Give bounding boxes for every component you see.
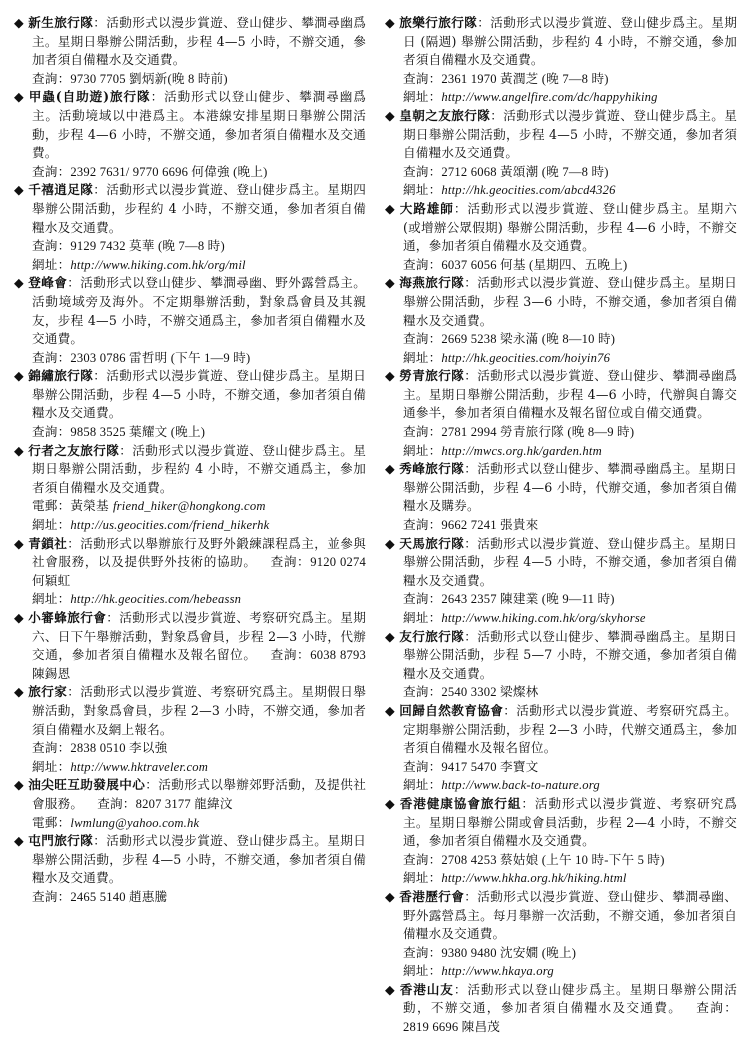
enquiry-value: 2669 5238 梁永滿 (晚 8—10 時) xyxy=(441,332,616,347)
enquiry-value: 9858 3525 葉耀文 (晚上) xyxy=(70,425,206,440)
url-label: 網址： xyxy=(403,870,442,886)
enquiry-value: 9730 7705 劉炳新(晚 8 時前) xyxy=(70,71,228,86)
url-link[interactable]: http://hk.geocities.com/abcd4326 xyxy=(441,183,616,198)
enquiry-line xyxy=(385,423,737,442)
url-link[interactable]: http://www.angelfire.com/dc/happyhiking xyxy=(441,90,658,105)
diamond-bullet-icon: ◆ xyxy=(385,702,395,718)
club-description: ：活動形式以漫步賞遊、登山健步爲主。星期日舉辦公開活動，步程約 4 小時，不辦交通爲主，參加者須自備糧水及交通費。 xyxy=(32,442,366,495)
club-description: ：活動形式以登山健步、攀澗尋幽爲主。星期日舉辦公開活動，步程 5—7 小時，不辦交通，參加者須自備糧水及交通費。 xyxy=(403,628,738,681)
club-entry xyxy=(14,367,366,423)
email-line xyxy=(14,814,366,833)
url-line xyxy=(14,590,366,609)
diamond-bullet-icon: ◆ xyxy=(14,777,24,793)
club-entry xyxy=(14,442,366,498)
enquiry-line xyxy=(385,70,737,89)
club-entry xyxy=(14,535,366,591)
enquiry-label: 查詢： xyxy=(270,647,311,663)
url-link[interactable]: http://hk.geocities.com/hebeassn xyxy=(70,592,242,607)
enquiry-value: 9417 5470 李寶文 xyxy=(441,759,539,774)
enquiry-label: 查詢： xyxy=(97,795,136,811)
url-line xyxy=(14,516,366,535)
enquiry-value: 2465 5140 趙惠騰 xyxy=(70,889,168,904)
club-name: 回歸自然教育協會 xyxy=(399,702,504,718)
diamond-bullet-icon: ◆ xyxy=(385,981,395,997)
enquiry-label: 查詢： xyxy=(403,517,442,533)
club-description: ：活動形式以漫步賞遊、考察研究爲主。定期舉辦公開活動，步程 2—3 小時，代辦交通爲主，參加者須自備糧水及報名留位。 xyxy=(403,702,737,756)
url-link[interactable]: http://www.hiking.com.hk/org/skyhorse xyxy=(441,611,646,625)
diamond-bullet-icon: ◆ xyxy=(14,89,24,105)
enquiry-line xyxy=(14,163,366,182)
enquiry-value: 6038 8793 陳錫恩 xyxy=(32,648,366,681)
diamond-bullet-icon: ◆ xyxy=(14,535,24,551)
enquiry-line xyxy=(385,516,737,535)
club-entry xyxy=(385,460,737,516)
url-link[interactable]: http://hk.geocities.com/hoiyin76 xyxy=(441,350,611,365)
club-description: ：活動形式以漫步賞遊、登山健步爲主。星期日 (隔週) 舉辦公開活動，步程約 4 小時，不辦交通，參加者須自備糧水及交通費。 xyxy=(403,15,738,68)
url-line xyxy=(385,88,737,107)
enquiry-value: 9129 7432 莫華 (晚 7—8 時) xyxy=(70,239,225,254)
club-description: ：活動形式以登山健步、攀澗尋幽、野外露營爲主。活動境域旁及海外。不定期舉辦活動，對象爲會員及其親友，步程 4—5 小時，不辦交通爲主，參加者須自備糧水及交通費。 xyxy=(32,275,366,347)
diamond-bullet-icon: ◆ xyxy=(385,461,395,477)
club-name: 錦繡旅行隊 xyxy=(28,368,94,384)
club-name: 友行旅行隊 xyxy=(399,628,465,644)
club-description: ：活動形式以漫步賞遊、登山健步、攀澗尋幽爲主。星期日舉辦公開活動，步程 4—5 小時，不辦交通，參加者須自備糧水及交通費。 xyxy=(32,15,367,68)
club-description: ：活動形式以漫步賞遊、登山健步爲主。星期日舉辦公開活動，步程 4—5 小時，不辦交通，參加者須自備糧水及交通費。 xyxy=(403,107,737,161)
enquiry-value: 2712 6068 黃頌潮 (晚 7—8 時) xyxy=(441,164,609,179)
diamond-bullet-icon: ◆ xyxy=(385,107,395,123)
diamond-bullet-icon: ◆ xyxy=(385,368,395,384)
club-entry xyxy=(385,14,737,70)
enquiry-label: 查詢： xyxy=(403,70,442,86)
enquiry-line xyxy=(385,163,737,182)
club-name: 小審蜂旅行會 xyxy=(28,610,107,625)
url-line xyxy=(14,256,366,275)
club-name: 油尖旺互助發展中心 xyxy=(28,777,146,793)
enquiry-label: 查詢： xyxy=(403,424,442,440)
club-name: 屯門旅行隊 xyxy=(28,833,94,849)
club-name: 新生旅行隊 xyxy=(28,15,94,30)
enquiry-line xyxy=(385,851,737,870)
url-line xyxy=(385,609,737,628)
diamond-bullet-icon: ◆ xyxy=(385,200,395,216)
column-right xyxy=(385,14,737,1037)
enquiry-label: 查詢： xyxy=(403,256,442,272)
club-entry xyxy=(14,832,366,888)
enquiry-value: 2361 1970 黃潤芝 (晚 7—8 時) xyxy=(441,71,609,86)
club-entry xyxy=(385,981,737,1037)
club-entry xyxy=(385,367,737,423)
diamond-bullet-icon: ◆ xyxy=(385,15,395,30)
email-label: 電郵： xyxy=(32,498,71,514)
enquiry-label: 查詢： xyxy=(32,238,71,254)
enquiry-line xyxy=(14,888,366,907)
club-description: ：活動形式以漫步賞遊、登山健步、攀澗尋幽爲主。星期日舉辦公開活動，步程 4—6 小時，代辦與自籌交通參半，參加者須自備糧水及報名留位或自備交通費。 xyxy=(403,368,738,421)
enquiry-line xyxy=(385,590,737,609)
enquiry-value: 2643 2357 陳建業 (晚 9—11 時) xyxy=(441,592,615,607)
enquiry-line xyxy=(385,330,737,349)
url-label: 網址： xyxy=(32,256,71,272)
enquiry-label: 查詢： xyxy=(403,758,442,774)
club-entry xyxy=(14,683,366,739)
club-entry xyxy=(385,200,737,256)
club-name: 勞青旅行隊 xyxy=(399,368,465,384)
enquiry-label: 查詢： xyxy=(403,684,442,700)
club-description: ：活動形式以漫步賞遊、考察研究爲主。星期六、日下午舉辦活動，對象爲會員，步程 2—3 小時，代辦交通，參加者須自備糧水及報名留位。 xyxy=(32,610,367,663)
club-name: 甲蟲(自助遊)旅行隊 xyxy=(28,89,151,105)
club-description: ：活動形式以漫步賞遊、登山健步爲主。星期四舉辦公開活動，步程約 4 小時，不辦交通，參加者須自備糧水及交通費。 xyxy=(32,182,367,235)
url-label: 網址： xyxy=(403,442,442,458)
club-description: ：活動形式以漫步賞遊、考察研究爲主。星期假日舉辦活動，對象爲會員，步程 2—3 小時，不辦交通，參加者須自備糧水及網上報名。 xyxy=(32,684,366,737)
url-link[interactable]: http://www.hkaya.org xyxy=(441,964,554,979)
enquiry-value: 2392 7631/ 9770 6696 何偉強 (晚上) xyxy=(70,164,268,179)
enquiry-line xyxy=(385,256,737,275)
club-description: ：活動形式以舉辦郊野活動，及提供社會服務。 xyxy=(32,777,366,811)
diamond-bullet-icon: ◆ xyxy=(14,275,24,291)
url-line xyxy=(385,442,737,461)
url-label: 網址： xyxy=(403,777,442,793)
club-description: ：活動形式以漫步賞遊、考察研究爲主。星期日舉辦公開或會員活動，步程 2—4 小時，不辦交通，參加者須自備糧水及交通費。 xyxy=(403,795,737,849)
url-link[interactable]: http://www.hiking.com.hk/org/mil xyxy=(70,257,246,272)
club-name: 青鎖社 xyxy=(28,535,68,551)
diamond-bullet-icon: ◆ xyxy=(14,368,24,384)
email-link[interactable]: lwmlung@yahoo.com.hk xyxy=(70,815,200,830)
club-name: 旅樂行旅行隊 xyxy=(399,15,478,30)
club-description: ：活動形式以漫步賞遊、登山健步爲主。星期日舉辦公開活動，步程 4—5 小時，不辦交通，參加者須自備糧水及交通費。 xyxy=(32,368,367,421)
enquiry-line xyxy=(14,70,366,89)
club-name: 行者之友旅行隊 xyxy=(28,442,120,458)
club-entry xyxy=(14,776,366,813)
url-link[interactable]: http://www.hktraveler.com xyxy=(70,759,209,774)
enquiry-value: 2819 6696 陳昌茂 xyxy=(403,1020,501,1035)
club-entry xyxy=(385,888,737,944)
club-name: 旅行家 xyxy=(28,684,68,700)
url-link[interactable]: http://mwcs.org.hk/garden.htm xyxy=(441,443,602,458)
url-label: 網址： xyxy=(403,610,442,625)
enquiry-label: 查詢： xyxy=(32,888,71,904)
enquiry-line xyxy=(385,758,737,777)
club-entry xyxy=(385,795,737,851)
diamond-bullet-icon: ◆ xyxy=(14,15,24,30)
enquiry-label: 查詢： xyxy=(403,944,442,960)
club-entry xyxy=(14,609,366,683)
enquiry-label: 查詢： xyxy=(696,1000,738,1016)
enquiry-line xyxy=(14,237,366,256)
club-entry xyxy=(385,274,737,330)
enquiry-line xyxy=(14,739,366,758)
diamond-bullet-icon: ◆ xyxy=(14,182,24,198)
club-name: 大路雄師 xyxy=(399,200,454,216)
club-description: ：活動形式以登山健步、攀澗尋幽爲主。星期日舉辦公開活動，步程 4—6 小時，代辦交通，參加者須自備糧水及購券。 xyxy=(403,461,738,514)
email-link[interactable]: friend_hiker@hongkong.com xyxy=(112,499,266,514)
enquiry-value: 9120 0274 何穎虹 xyxy=(32,555,366,588)
url-line xyxy=(385,776,737,795)
enquiry-value: 9662 7241 張貴來 xyxy=(441,518,539,533)
club-entry xyxy=(14,14,366,70)
enquiry-value: 2781 2994 勞青旅行隊 (晚 8—9 時) xyxy=(441,425,635,440)
club-entry xyxy=(385,535,737,591)
enquiry-line xyxy=(14,423,366,442)
diamond-bullet-icon: ◆ xyxy=(385,888,395,904)
club-entry xyxy=(14,274,366,348)
diamond-bullet-icon: ◆ xyxy=(14,684,24,700)
diamond-bullet-icon: ◆ xyxy=(385,795,395,811)
url-link[interactable]: http://www.back-to-nature.org xyxy=(441,778,600,793)
url-link[interactable]: http://us.geocities.com/friend_hikerhk xyxy=(70,518,270,533)
club-description: ：活動形式以漫步賞遊、登山健步、攀澗尋幽、野外露營爲主。每月舉辦一次活動，不辦交通，參加者須自備糧水及交通費。 xyxy=(403,888,738,942)
url-label: 網址： xyxy=(32,591,71,607)
club-entry xyxy=(385,107,737,163)
enquiry-label: 查詢： xyxy=(403,591,442,607)
club-entry xyxy=(14,88,366,162)
club-entry xyxy=(14,181,366,237)
enquiry-value: 2708 4253 蔡姑娘 (上午 10 時-下午 5 時) xyxy=(441,852,665,867)
diamond-bullet-icon: ◆ xyxy=(385,535,395,551)
email-line xyxy=(14,497,366,516)
club-entry xyxy=(385,628,737,684)
club-name: 千禧逍足隊 xyxy=(28,182,94,198)
club-entry xyxy=(385,702,737,758)
enquiry-line xyxy=(385,944,737,963)
diamond-bullet-icon: ◆ xyxy=(14,610,24,625)
enquiry-label: 查詢： xyxy=(32,740,71,756)
enquiry-value: 2540 3302 梁燦林 xyxy=(441,685,539,700)
club-description: ：活動形式以舉辦旅行及野外鍛練課程爲主，並參與社會服務，以及提供野外技術的協助。 xyxy=(32,535,366,570)
diamond-bullet-icon: ◆ xyxy=(14,833,24,849)
url-label: 網址： xyxy=(32,758,71,774)
url-line xyxy=(14,758,366,777)
club-description: ：活動形式以漫步賞遊、登山健步爲主。星期日舉辦公開活動，步程 4—5 小時，不辦交通，參加者須自備糧水及交通費。 xyxy=(32,833,367,886)
club-description: ：活動形式以登山健步、攀澗尋幽爲主。活動境域以中港爲主。本港線安排星期日舉辦公開活動，步程 4—6 小時，不辦交通，參加者須自備糧水及交通費。 xyxy=(32,89,367,161)
enquiry-value: 2303 0786 雷哲明 (下午 1—9 時) xyxy=(70,350,251,365)
club-description: ：活動形式以漫步賞遊、登山健步爲主。星期六 (或增辦公眾假期) 舉辦公開活動，步程 4—6 小時，不辦交通，參加者須自備糧水及交通費。 xyxy=(403,200,737,254)
url-label: 網址： xyxy=(403,963,442,979)
enquiry-line xyxy=(385,683,737,702)
url-label: 網址： xyxy=(403,89,442,105)
url-link[interactable]: http://www.hkha.org.hk/hiking.html xyxy=(441,871,627,886)
diamond-bullet-icon: ◆ xyxy=(14,442,24,458)
club-description: ：活動形式以漫步賞遊、登山健步爲主。星期日舉辦公開活動，步程 3—6 小時，不辦交通，參加者須自備糧水及交通費。 xyxy=(403,275,738,328)
column-left xyxy=(14,14,366,907)
club-description: ：活動形式以漫步賞遊、登山健步爲主。星期日舉辦公開活動，步程 4—5 小時，不辦交通，參加者須自備糧水及交通費。 xyxy=(403,535,738,588)
url-line xyxy=(385,962,737,981)
enquiry-label: 查詢： xyxy=(403,331,442,347)
club-description: ：活動形式以登山健步爲主。星期日舉辦公開活動，不辦交通，參加者須自備糧水及交通費。 xyxy=(403,981,737,1016)
enquiry-label: 查詢： xyxy=(403,163,442,179)
url-line xyxy=(385,181,737,200)
club-name: 香港健康協會旅行組 xyxy=(399,795,522,811)
url-label: 網址： xyxy=(32,517,71,533)
enquiry-label: 查詢： xyxy=(270,554,311,570)
club-name: 登峰會 xyxy=(28,275,68,291)
enquiry-line xyxy=(14,349,366,368)
diamond-bullet-icon: ◆ xyxy=(385,628,395,644)
club-name: 海燕旅行隊 xyxy=(399,275,465,291)
club-name: 秀峰旅行隊 xyxy=(399,461,465,477)
enquiry-label: 查詢： xyxy=(32,349,71,365)
club-name: 香港歷行會 xyxy=(399,888,465,904)
email-label: 電郵： xyxy=(32,814,71,830)
enquiry-value: 9380 9480 沈安嫺 (晚上) xyxy=(441,945,577,960)
enquiry-label: 查詢： xyxy=(403,851,442,867)
club-name: 天馬旅行隊 xyxy=(399,535,465,551)
enquiry-label: 查詢： xyxy=(32,163,71,179)
enquiry-value: 6037 6056 何基 (星期四、五晚上) xyxy=(441,257,628,272)
enquiry-value: 2838 0510 李以強 xyxy=(70,741,168,756)
url-line xyxy=(385,349,737,368)
enquiry-label: 查詢： xyxy=(32,70,71,86)
url-line xyxy=(385,869,737,888)
email-person: 黃榮基 xyxy=(70,498,113,514)
url-label: 網址： xyxy=(403,349,442,365)
url-label: 網址： xyxy=(403,182,442,198)
enquiry-label: 查詢： xyxy=(32,424,71,440)
club-name: 香港山友 xyxy=(399,981,454,997)
diamond-bullet-icon: ◆ xyxy=(385,275,395,291)
club-name: 皇朝之友旅行隊 xyxy=(399,107,491,123)
enquiry-value: 8207 3177 龍緯汶 xyxy=(135,796,233,811)
